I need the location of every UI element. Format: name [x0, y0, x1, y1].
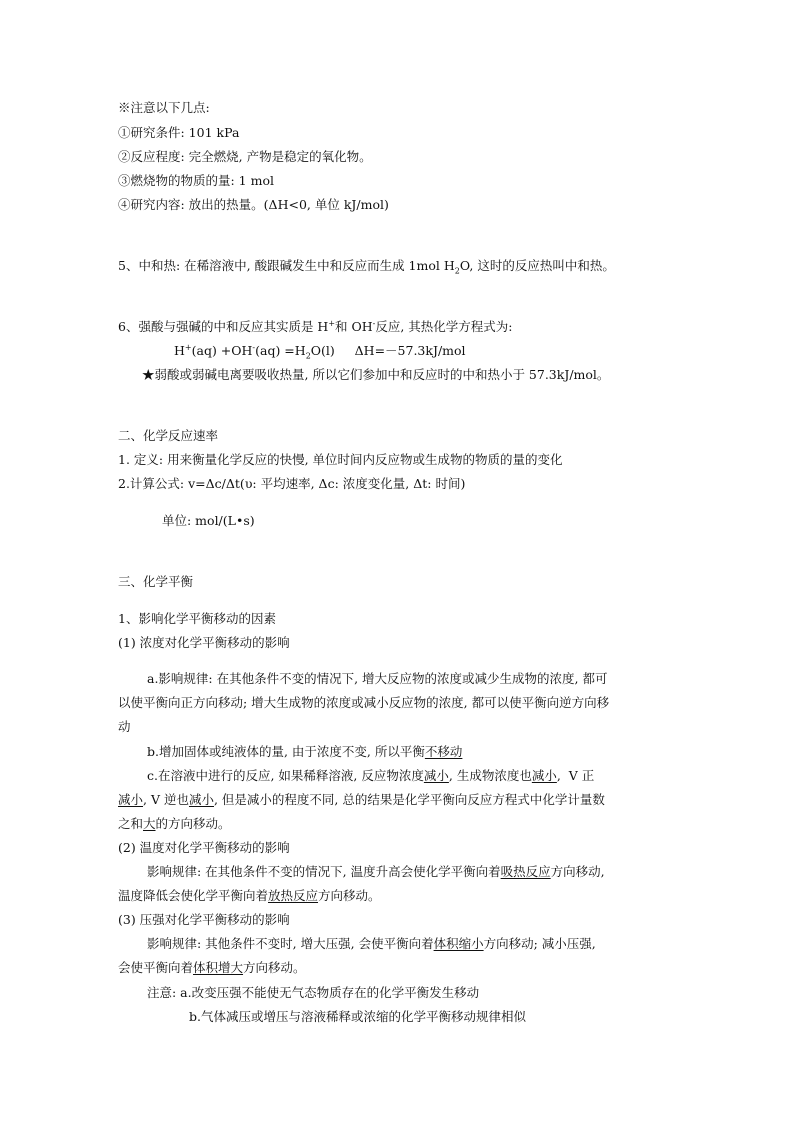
concentration-subheading: (1) 浓度对化学平衡移动的影响 [118, 635, 290, 650]
note-item-4: ④研究内容: 放出的热量。(ΔH<0, 单位 kJ/mol) [118, 197, 389, 212]
thermochemical-equation: $H^+(aq) +OH^-(aq) =H_2O(l)$ ΔH=－57.3kJ/mol [174, 342, 466, 361]
pressure-rule-line-1: 影响规律: 其他条件不变时, 增大压强, 会使平衡向着体积缩小方向移动; 减小压强, [147, 936, 596, 951]
section-title-equilibrium: 三、化学平衡 [118, 574, 194, 589]
dilution-rule-line-2: 减小, V 逆也减小, 但是减小的程度不同, 总的结果是化学平衡向反应方程式中化学计量数 [118, 792, 605, 807]
notes-heading: ※注意以下几点: [118, 100, 210, 115]
note-item-2: ②反应程度: 完全燃烧, 产物是稳定的氧化物。 [118, 149, 372, 164]
temperature-subheading: (2) 温度对化学平衡移动的影响 [118, 840, 290, 855]
temperature-rule-line-1: 影响规律: 在其他条件不变的情况下, 温度升高会使化学平衡向着吸热反应方向移动, [147, 864, 605, 879]
neutralization-heat-definition: 5、中和热: 在稀溶液中, 酸跟碱发生中和反应而生成 1mol $H_2O$, 这时的反应热叫中和热。 [118, 258, 615, 276]
section-title-reaction-rate: 二、化学反应速率 [118, 428, 219, 443]
solid-liquid-note: b.增加固体或纯液体的量, 由于浓度不变, 所以平衡不移动 [147, 744, 463, 759]
pressure-note-b: b.气体减压或增压与溶液稀释或浓缩的化学平衡移动规律相似 [189, 1009, 526, 1024]
note-item-1: ①研究条件: 101 kPa [118, 125, 240, 140]
concentration-rule-line-2: 以使平衡向正方向移动; 增大生成物的浓度或减小反应物的浓度, 都可以使平衡向逆方向移 [118, 695, 610, 710]
pressure-rule-line-2: 会使平衡向着体积增大方向移动。 [118, 960, 306, 975]
note-item-3: ③燃烧物的物质的量: 1 mol [118, 173, 274, 188]
strong-acid-base-statement: 6、强酸与强碱的中和反应其实质是 H+和 OH-反应, 其热化学方程式为: [118, 318, 513, 334]
pressure-subheading: (3) 压强对化学平衡移动的影响 [118, 912, 290, 927]
dilution-rule-line-3: 之和大的方向移动。 [118, 816, 231, 831]
dilution-rule-line-1: c.在溶液中进行的反应, 如果稀释溶液, 反应物浓度减小, 生成物浓度也减小, V 正 [147, 768, 595, 783]
pressure-note-a: 注意: a.改变压强不能使无气态物质存在的化学平衡发生移动 [147, 985, 480, 1000]
rate-unit: 单位: mol/(L•s) [162, 513, 255, 528]
rate-definition: 1. 定义: 用来衡量化学反应的快慢, 单位时间内反应物或生成物的物质的量的变化 [118, 452, 563, 467]
equilibrium-factors-heading: 1、影响化学平衡移动的因素 [118, 611, 276, 626]
rate-formula: 2.计算公式: v=Δc/Δt(υ: 平均速率, Δc: 浓度变化量, Δt: 时间) [118, 476, 466, 491]
weak-acid-base-note: ★弱酸或弱碱电离要吸收热量, 所以它们参加中和反应时的中和热小于 57.3kJ/mol。 [142, 367, 610, 382]
concentration-rule-line-3: 动 [118, 719, 131, 734]
concentration-rule-line-1: a.影响规律: 在其他条件不变的情况下, 增大反应物的浓度或减少生成物的浓度, 都可 [147, 671, 608, 686]
temperature-rule-line-2: 温度降低会使化学平衡向着放热反应方向移动。 [118, 888, 381, 903]
